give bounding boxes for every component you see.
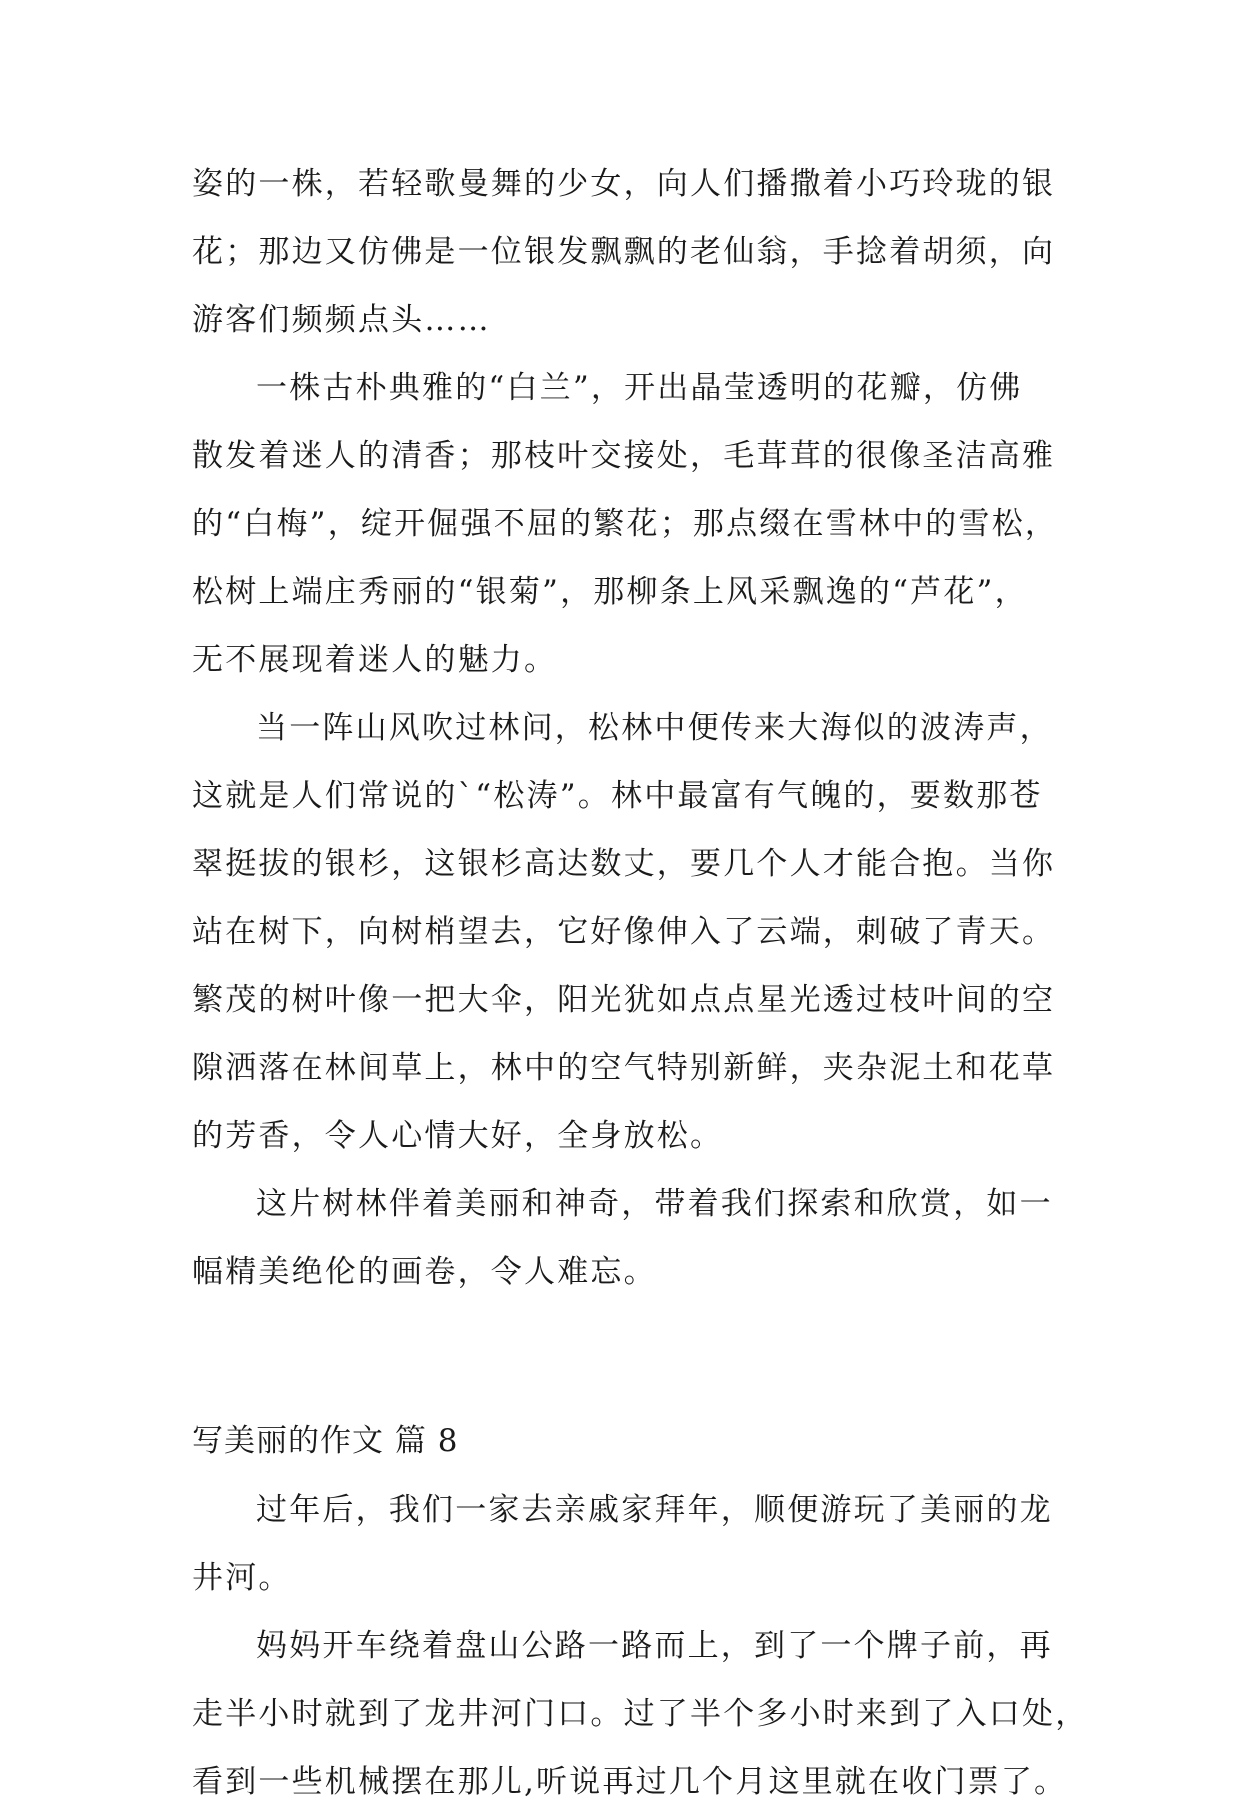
text-line: 当一阵山风吹过林问，松林中便传来大海似的波涛声， bbox=[256, 710, 1053, 746]
text-line: 这就是人们常说的`“松涛”。林中最富有气魄的，要数那苍 bbox=[192, 778, 1043, 814]
paragraph bbox=[192, 1476, 1052, 1612]
paragraph bbox=[192, 1170, 1052, 1306]
text-line: 幅精美绝伦的画卷，令人难忘。 bbox=[192, 1254, 657, 1290]
section-spacer bbox=[192, 1306, 1052, 1406]
text-line: 无不展现着迷人的魅力。 bbox=[192, 642, 558, 678]
text-line: 站在树下，向树梢望去，它好像伸入了云端，刺破了青天。 bbox=[192, 914, 1056, 950]
text-line: 隙洒落在林间草上，林中的空气特别新鲜，夹杂泥土和花草 bbox=[192, 1050, 1056, 1086]
text-line: 井河。 bbox=[192, 1560, 292, 1596]
paragraph bbox=[192, 354, 1059, 694]
text-line: 的“白梅”，绽开倔强不屈的繁花；那点缀在雪林中的雪松， bbox=[192, 506, 1059, 542]
text-line: 走半小时就到了龙井河门口。过了半个多小时来到了入口处， bbox=[192, 1696, 1089, 1732]
essay-section bbox=[192, 150, 1059, 1306]
text-line: 松树上端庄秀丽的“银菊”，那柳条上风采飘逸的“芦花”， bbox=[192, 574, 1028, 610]
text-line: 看到一些机械摆在那儿,听说再过几个月这里就在收门票了。 bbox=[192, 1764, 1068, 1800]
essay-section bbox=[192, 1406, 1089, 1816]
text-line: 繁茂的树叶像一把大伞，阳光犹如点点星光透过枝叶间的空 bbox=[192, 982, 1056, 1018]
text-line: 散发着迷人的清香；那枝叶交接处，毛茸茸的很像圣洁高雅 bbox=[192, 438, 1056, 474]
paragraph bbox=[192, 150, 1056, 354]
text-line: 的芳香，令人心情大好，全身放松。 bbox=[192, 1118, 724, 1154]
document-page bbox=[192, 150, 1089, 1816]
text-line: 姿的一株，若轻歌曼舞的少女，向人们播撒着小巧玲珑的银 bbox=[192, 166, 1056, 202]
paragraph bbox=[192, 694, 1056, 1170]
text-line: 妈妈开车绕着盘山公路一路而上，到了一个牌子前，再 bbox=[256, 1628, 1053, 1664]
text-line: 翠挺拔的银杉，这银杉高达数丈，要几个人才能合抱。当你 bbox=[192, 846, 1056, 882]
section-heading: 写美丽的作文 篇 8 bbox=[192, 1423, 459, 1459]
text-line: 花；那边又仿佛是一位银发飘飘的老仙翁，手捻着胡须，向 bbox=[192, 234, 1056, 270]
text-line: 过年后，我们一家去亲戚家拜年，顺便游玩了美丽的龙 bbox=[256, 1492, 1053, 1528]
paragraph bbox=[192, 1612, 1089, 1816]
text-line: 这片树林伴着美丽和神奇，带着我们探索和欣赏，如一 bbox=[256, 1186, 1053, 1222]
text-line: 游客们频频点头…… bbox=[192, 302, 491, 338]
text-line: 一株古朴典雅的“白兰”，开出晶莹透明的花瓣，仿佛 bbox=[256, 370, 1023, 406]
